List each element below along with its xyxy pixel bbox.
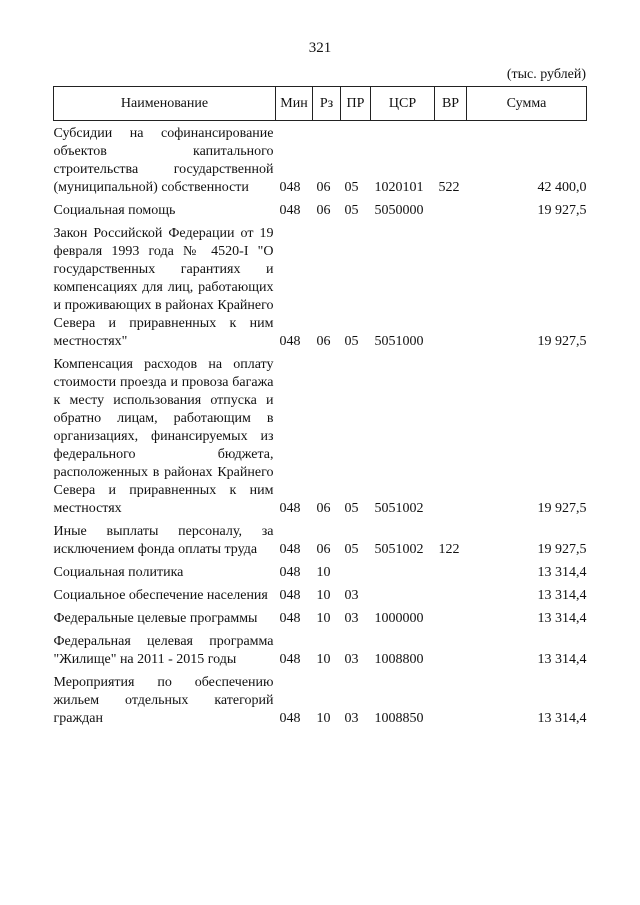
row-vr [435, 587, 467, 610]
row-vr [435, 225, 467, 356]
row-name: Федеральная целевая программа "Жилище" на 2011 - 2015 годы [53, 634, 274, 667]
row-name: Закон Российской Федерации от 19 февраля 1993 года № 4520-I "О государственных гарантиях и компенсациях для лиц, работающих и проживающих в районах Крайнего Севера и приравненных к ним местностях" [53, 226, 274, 349]
row-csr [371, 564, 435, 587]
row-vr [435, 633, 467, 674]
row-sum: 42 400,0 [537, 180, 587, 195]
row-pr: 05 [344, 501, 359, 516]
header-rz: Рз [313, 87, 341, 121]
row-rz: 06 [316, 180, 331, 195]
row-sum: 19 927,5 [537, 542, 587, 557]
row-sum: 13 314,4 [537, 711, 587, 726]
row-name: Социальное обеспечение населения [53, 588, 268, 603]
row-sum: 13 314,4 [537, 611, 587, 626]
header-pr: ПР [341, 87, 371, 121]
table-row [54, 523, 587, 564]
row-name: Мероприятия по обеспечению жильем отдельных категорий граждан [53, 675, 274, 726]
row-csr: 1008850 [374, 711, 424, 726]
table-row [54, 564, 587, 587]
row-sum: 13 314,4 [537, 565, 587, 580]
row-csr: 1020101 [374, 180, 424, 195]
row-rz: 06 [316, 542, 331, 557]
table-row [54, 121, 587, 203]
row-csr [371, 587, 435, 610]
row-rz: 10 [316, 652, 331, 667]
row-pr: 03 [344, 652, 359, 667]
header-sum: Сумма [467, 87, 587, 121]
row-vr: 522 [438, 180, 460, 195]
row-rz: 10 [316, 565, 331, 580]
row-name: Иные выплаты персоналу, за исключением фонда оплаты труда [53, 524, 274, 557]
row-vr [435, 356, 467, 523]
row-vr [435, 674, 467, 733]
row-name: Федеральные целевые программы [53, 611, 258, 626]
row-pr: 03 [344, 611, 359, 626]
row-min: 048 [279, 652, 301, 667]
table-header-row [54, 87, 587, 121]
row-rz: 06 [316, 334, 331, 349]
row-pr: 05 [344, 542, 359, 557]
table-row [54, 587, 587, 610]
header-csr: ЦСР [371, 87, 435, 121]
row-name: Компенсация расходов на оплату стоимости проезда и провоза багажа к месту использования отпуска и обратно лицам, работающим в организациях, финансируемых из федерального бюджета, расположенных в районах Крайнего Севера и приравненных к ним местностях [53, 357, 274, 516]
row-vr [435, 202, 467, 225]
row-name: Социальная помощь [53, 203, 176, 218]
row-sum: 19 927,5 [537, 334, 587, 349]
row-pr: 03 [344, 588, 359, 603]
row-csr: 1000000 [374, 611, 424, 626]
table-row [54, 610, 587, 633]
row-pr: 05 [344, 180, 359, 195]
row-sum: 13 314,4 [537, 652, 587, 667]
row-pr: 05 [344, 334, 359, 349]
row-pr: 05 [344, 203, 359, 218]
row-csr: 1008800 [374, 652, 424, 667]
row-sum: 19 927,5 [537, 203, 587, 218]
row-csr: 5051002 [374, 542, 424, 557]
row-rz: 10 [316, 611, 331, 626]
header-vr: ВР [435, 87, 467, 121]
page-number: 321 [308, 40, 332, 56]
units-label: (тыс. рублей) [506, 67, 586, 82]
table-row [54, 225, 587, 356]
row-sum: 13 314,4 [537, 588, 587, 603]
row-csr: 5051000 [374, 334, 424, 349]
row-pr [341, 564, 371, 587]
table-row [54, 674, 587, 733]
row-min: 048 [279, 711, 301, 726]
row-rz: 06 [316, 203, 331, 218]
header-name: Наименование [54, 87, 276, 121]
row-min: 048 [279, 203, 301, 218]
row-min: 048 [279, 611, 301, 626]
row-min: 048 [279, 588, 301, 603]
row-min: 048 [279, 501, 301, 516]
row-min: 048 [279, 565, 301, 580]
table-row [54, 633, 587, 674]
row-name: Социальная политика [53, 565, 184, 580]
row-vr: 122 [438, 542, 460, 557]
budget-table [53, 86, 587, 733]
row-pr: 03 [344, 711, 359, 726]
row-min: 048 [279, 542, 301, 557]
row-min: 048 [279, 180, 301, 195]
row-csr: 5050000 [374, 203, 424, 218]
table-row [54, 356, 587, 523]
row-sum: 19 927,5 [537, 501, 587, 516]
row-rz: 10 [316, 711, 331, 726]
row-min: 048 [279, 334, 301, 349]
table-row [54, 202, 587, 225]
row-name: Субсидии на софинансирование объектов капитального строительства государственной (муниципальной) собственности [53, 126, 274, 195]
row-vr [435, 610, 467, 633]
header-min: Мин [276, 87, 313, 121]
row-vr [435, 564, 467, 587]
row-csr: 5051002 [374, 501, 424, 516]
row-rz: 10 [316, 588, 331, 603]
row-rz: 06 [316, 501, 331, 516]
